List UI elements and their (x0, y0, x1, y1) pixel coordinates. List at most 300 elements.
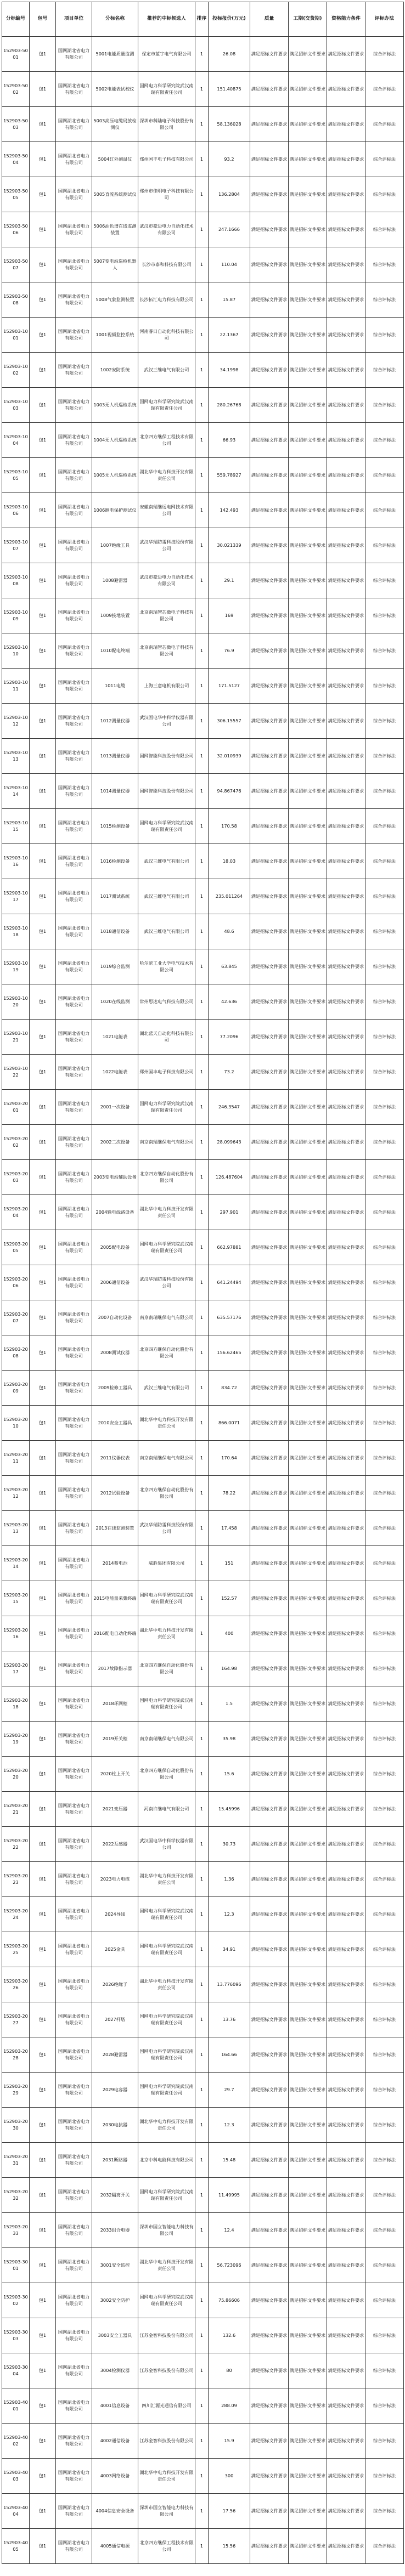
cell-evaluation-method: 综合评标法 (365, 1195, 404, 1230)
cell-project-unit: 国网湖北省电力有限公司 (56, 528, 92, 563)
cell-bid-price: 834.72 (209, 1371, 250, 1406)
cell-qualification: 满足招标文件要求 (327, 984, 365, 1020)
cell-bid-section-code: 152903-4001 (2, 2388, 30, 2424)
table-row (2, 1897, 404, 1932)
cell-ranking: 1 (195, 739, 209, 774)
cell-qualification: 满足招标文件要求 (327, 2424, 365, 2459)
cell-bid-section-code: 152903-2022 (2, 1827, 30, 1862)
cell-qualification: 满足招标文件要求 (327, 598, 365, 633)
cell-evaluation-method: 综合评标法 (365, 2002, 404, 2037)
cell-bid-section-code: 152903-2010 (2, 1406, 30, 1441)
cell-qualification: 满足招标文件要求 (327, 844, 365, 879)
cell-evaluation-method: 综合评标法 (365, 1651, 404, 1686)
cell-qualification: 满足招标文件要求 (327, 1371, 365, 1406)
cell-bid-price: 635.57176 (209, 1300, 250, 1335)
table-row (2, 212, 404, 247)
cell-lot-number: 包1 (30, 2002, 56, 2037)
cell-section-name: 3002安全防护 (92, 2283, 138, 2318)
cell-evaluation-method: 综合评标法 (365, 1230, 404, 1265)
cell-recommended-candidate: 国网电力科学研究院武汉南瑞有限责任公司 (138, 1230, 195, 1265)
column-header-qualification: 资格能力条件 (327, 2, 365, 37)
cell-lot-number: 包1 (30, 1511, 56, 1546)
cell-delivery-period: 满足招标文件要求 (289, 2424, 327, 2459)
cell-bid-price: 17.56 (209, 2494, 250, 2529)
cell-ranking: 1 (195, 1476, 209, 1511)
cell-delivery-period: 满足招标文件要求 (289, 809, 327, 844)
cell-delivery-period: 满足招标文件要求 (289, 1686, 327, 1722)
cell-project-unit: 国网湖北省电力有限公司 (56, 1125, 92, 1160)
table-row (2, 1827, 404, 1862)
cell-ranking: 1 (195, 1827, 209, 1862)
cell-bid-price: 80 (209, 2353, 250, 2388)
cell-quality: 满足招标文件要求 (250, 1757, 289, 1792)
cell-section-name: 1011电缆 (92, 669, 138, 704)
cell-project-unit: 国网湖北省电力有限公司 (56, 1686, 92, 1722)
cell-quality: 满足招标文件要求 (250, 563, 289, 598)
cell-quality: 满足招标文件要求 (250, 2213, 289, 2248)
cell-delivery-period: 满足招标文件要求 (289, 2353, 327, 2388)
cell-quality: 满足招标文件要求 (250, 2388, 289, 2424)
cell-quality: 满足招标文件要求 (250, 879, 289, 914)
cell-lot-number: 包1 (30, 1862, 56, 1897)
cell-project-unit: 国网湖北省电力有限公司 (56, 1581, 92, 1616)
cell-quality: 满足招标文件要求 (250, 142, 289, 177)
table-row (2, 2459, 404, 2494)
cell-section-name: 2002二次设备 (92, 1125, 138, 1160)
cell-bid-section-code: 152903-2029 (2, 2073, 30, 2108)
cell-bid-price: 76.9 (209, 633, 250, 669)
cell-bid-price: 13.776096 (209, 1967, 250, 2002)
cell-project-unit: 国网湖北省电力有限公司 (56, 1722, 92, 1757)
cell-bid-price: 15.56 (209, 2529, 250, 2564)
cell-evaluation-method: 综合评标法 (365, 2073, 404, 2108)
cell-ranking: 1 (195, 353, 209, 388)
table-row (2, 2143, 404, 2178)
cell-lot-number: 包1 (30, 984, 56, 1020)
cell-bid-price: 75.86606 (209, 2283, 250, 2318)
cell-project-unit: 国网湖北省电力有限公司 (56, 1055, 92, 1090)
cell-quality: 满足招标文件要求 (250, 2318, 289, 2353)
cell-quality: 满足招标文件要求 (250, 423, 289, 458)
cell-bid-section-code: 152903-2020 (2, 1757, 30, 1792)
cell-qualification: 满足招标文件要求 (327, 1406, 365, 1441)
cell-recommended-candidate: 北京南瑞智芯微电子科技有限公司 (138, 633, 195, 669)
cell-quality: 满足招标文件要求 (250, 2002, 289, 2037)
cell-recommended-candidate: 郑州市佳明电子科技有限公司 (138, 177, 195, 212)
cell-delivery-period: 满足招标文件要求 (289, 1441, 327, 1476)
cell-qualification: 满足招标文件要求 (327, 2283, 365, 2318)
cell-project-unit: 国网湖北省电力有限公司 (56, 388, 92, 423)
cell-lot-number: 包1 (30, 1476, 56, 1511)
cell-section-name: 1009接地装置 (92, 598, 138, 633)
cell-lot-number: 包1 (30, 2283, 56, 2318)
cell-lot-number: 包1 (30, 1406, 56, 1441)
cell-bid-price: 142.493 (209, 493, 250, 528)
cell-qualification: 满足招标文件要求 (327, 1090, 365, 1125)
cell-ranking: 1 (195, 1616, 209, 1651)
cell-ranking: 1 (195, 704, 209, 739)
cell-project-unit: 国网湖北省电力有限公司 (56, 809, 92, 844)
cell-project-unit: 国网湖北省电力有限公司 (56, 1160, 92, 1195)
cell-section-name: 1010配电终端 (92, 633, 138, 669)
cell-quality: 满足招标文件要求 (250, 177, 289, 212)
cell-quality: 满足招标文件要求 (250, 2037, 289, 2073)
table-row (2, 247, 404, 282)
cell-project-unit: 国网湖北省电力有限公司 (56, 844, 92, 879)
cell-section-name: 1012测量仪器 (92, 704, 138, 739)
cell-evaluation-method: 综合评标法 (365, 247, 404, 282)
cell-lot-number: 包1 (30, 2037, 56, 2073)
cell-ranking: 1 (195, 2002, 209, 2037)
cell-ranking: 1 (195, 388, 209, 423)
cell-lot-number: 包1 (30, 142, 56, 177)
cell-lot-number: 包1 (30, 1546, 56, 1581)
cell-lot-number: 包1 (30, 1160, 56, 1195)
cell-bid-section-code: 152903-2001 (2, 1090, 30, 1125)
cell-quality: 满足招标文件要求 (250, 1125, 289, 1160)
cell-qualification: 满足招标文件要求 (327, 1862, 365, 1897)
cell-section-name: 1015检测设备 (92, 809, 138, 844)
cell-bid-section-code: 152903-2026 (2, 1967, 30, 2002)
cell-quality: 满足招标文件要求 (250, 1406, 289, 1441)
cell-lot-number: 包1 (30, 1371, 56, 1406)
table-row (2, 844, 404, 879)
cell-ranking: 1 (195, 318, 209, 353)
cell-ranking: 1 (195, 458, 209, 493)
cell-delivery-period: 满足招标文件要求 (289, 1862, 327, 1897)
cell-lot-number: 包1 (30, 774, 56, 809)
cell-qualification: 满足招标文件要求 (327, 458, 365, 493)
cell-section-name: 4001信息设备 (92, 2388, 138, 2424)
cell-ranking: 1 (195, 1511, 209, 1546)
table-row (2, 1195, 404, 1230)
cell-bid-section-code: 152903-5004 (2, 142, 30, 177)
cell-delivery-period: 满足招标文件要求 (289, 2143, 327, 2178)
cell-recommended-candidate: 哈尔滨工业大学电气技术有限公司 (138, 949, 195, 984)
cell-delivery-period: 满足招标文件要求 (289, 318, 327, 353)
cell-recommended-candidate: 常州思达电气科技有限公司 (138, 984, 195, 1020)
cell-section-name: 1022电能表 (92, 1055, 138, 1090)
cell-delivery-period: 满足招标文件要求 (289, 914, 327, 949)
cell-ranking: 1 (195, 1265, 209, 1300)
cell-delivery-period: 满足招标文件要求 (289, 563, 327, 598)
cell-qualification: 满足招标文件要求 (327, 142, 365, 177)
cell-bid-section-code: 152903-2023 (2, 1862, 30, 1897)
cell-lot-number: 包1 (30, 844, 56, 879)
cell-delivery-period: 满足招标文件要求 (289, 1125, 327, 1160)
cell-qualification: 满足招标文件要求 (327, 1722, 365, 1757)
cell-bid-section-code: 152903-2009 (2, 1371, 30, 1406)
cell-delivery-period: 满足招标文件要求 (289, 1757, 327, 1792)
cell-ranking: 1 (195, 423, 209, 458)
cell-project-unit: 国网湖北省电力有限公司 (56, 1651, 92, 1686)
cell-section-name: 5008气象监测装置 (92, 282, 138, 318)
cell-evaluation-method: 综合评标法 (365, 37, 404, 72)
cell-project-unit: 国网湖北省电力有限公司 (56, 72, 92, 107)
cell-lot-number: 包1 (30, 1616, 56, 1651)
cell-lot-number: 包1 (30, 458, 56, 493)
cell-quality: 满足招标文件要求 (250, 1230, 289, 1265)
cell-ranking: 1 (195, 212, 209, 247)
cell-recommended-candidate: 武汉国电华中科学仪器有限公司 (138, 1827, 195, 1862)
cell-bid-price: 35.98 (209, 1722, 250, 1757)
cell-recommended-candidate: 武汉三维电气有限公司 (138, 914, 195, 949)
cell-bid-price: 400 (209, 1616, 250, 1651)
cell-recommended-candidate: 国网电力科学研究院武汉南瑞有限责任公司 (138, 2283, 195, 2318)
cell-delivery-period: 满足招标文件要求 (289, 2388, 327, 2424)
cell-qualification: 满足招标文件要求 (327, 1300, 365, 1335)
cell-evaluation-method: 综合评标法 (365, 2248, 404, 2283)
cell-bid-section-code: 152903-2014 (2, 1546, 30, 1581)
table-row (2, 1020, 404, 1055)
cell-evaluation-method: 综合评标法 (365, 1616, 404, 1651)
cell-delivery-period: 满足招标文件要求 (289, 2037, 327, 2073)
cell-project-unit: 国网湖北省电力有限公司 (56, 493, 92, 528)
table-row (2, 1265, 404, 1300)
cell-lot-number: 包1 (30, 598, 56, 633)
cell-recommended-candidate: 郑州国丰电子科技有限公司 (138, 1055, 195, 1090)
cell-quality: 满足招标文件要求 (250, 1160, 289, 1195)
table-row (2, 704, 404, 739)
cell-bid-price: 300 (209, 2459, 250, 2494)
cell-bid-price: 29.7 (209, 2073, 250, 2108)
cell-section-name: 2019开关柜 (92, 1722, 138, 1757)
cell-section-name: 3003安全工器具 (92, 2318, 138, 2353)
table-row (2, 318, 404, 353)
cell-lot-number: 包1 (30, 2073, 56, 2108)
cell-delivery-period: 满足招标文件要求 (289, 1055, 327, 1090)
table-row (2, 1160, 404, 1195)
cell-delivery-period: 满足招标文件要求 (289, 1160, 327, 1195)
cell-lot-number: 包1 (30, 388, 56, 423)
cell-bid-price: 297.901 (209, 1195, 250, 1230)
cell-project-unit: 国网湖北省电力有限公司 (56, 1862, 92, 1897)
cell-bid-section-code: 152903-1004 (2, 423, 30, 458)
cell-project-unit: 国网湖北省电力有限公司 (56, 2529, 92, 2564)
cell-bid-price: 28.099643 (209, 1125, 250, 1160)
table-row (2, 142, 404, 177)
cell-bid-price: 280.26768 (209, 388, 250, 423)
cell-ranking: 1 (195, 1967, 209, 2002)
cell-project-unit: 国网湖北省电力有限公司 (56, 177, 92, 212)
cell-qualification: 满足招标文件要求 (327, 879, 365, 914)
cell-bid-section-code: 152903-2028 (2, 2037, 30, 2073)
cell-delivery-period: 满足招标文件要求 (289, 423, 327, 458)
cell-section-name: 2021变压器 (92, 1792, 138, 1827)
cell-lot-number: 包1 (30, 1581, 56, 1616)
cell-lot-number: 包1 (30, 914, 56, 949)
cell-evaluation-method: 综合评标法 (365, 1827, 404, 1862)
cell-bid-section-code: 152903-2006 (2, 1265, 30, 1300)
cell-quality: 满足招标文件要求 (250, 1686, 289, 1722)
table-header (2, 2, 404, 37)
cell-lot-number: 包1 (30, 633, 56, 669)
cell-bid-price: 30.73 (209, 1827, 250, 1862)
cell-delivery-period: 满足招标文件要求 (289, 598, 327, 633)
cell-bid-price: 235.011264 (209, 879, 250, 914)
cell-quality: 满足招标文件要求 (250, 1932, 289, 1967)
cell-bid-price: 12.3 (209, 1897, 250, 1932)
cell-bid-section-code: 152903-1002 (2, 353, 30, 388)
cell-bid-section-code: 152903-1021 (2, 1020, 30, 1055)
cell-quality: 满足招标文件要求 (250, 318, 289, 353)
cell-section-name: 1016检测设备 (92, 844, 138, 879)
cell-delivery-period: 满足招标文件要求 (289, 493, 327, 528)
cell-qualification: 满足招标文件要求 (327, 1441, 365, 1476)
table-row (2, 984, 404, 1020)
cell-ranking: 1 (195, 2318, 209, 2353)
cell-project-unit: 国网湖北省电力有限公司 (56, 423, 92, 458)
cell-lot-number: 包1 (30, 212, 56, 247)
cell-lot-number: 包1 (30, 2388, 56, 2424)
cell-evaluation-method: 综合评标法 (365, 1406, 404, 1441)
cell-quality: 满足招标文件要求 (250, 2459, 289, 2494)
cell-evaluation-method: 综合评标法 (365, 1300, 404, 1335)
cell-ranking: 1 (195, 1090, 209, 1125)
cell-ranking: 1 (195, 1230, 209, 1265)
cell-section-name: 2025金具 (92, 1932, 138, 1967)
cell-quality: 满足招标文件要求 (250, 669, 289, 704)
cell-ranking: 1 (195, 1441, 209, 1476)
cell-project-unit: 国网湖北省电力有限公司 (56, 1195, 92, 1230)
cell-lot-number: 包1 (30, 1967, 56, 2002)
cell-lot-number: 包1 (30, 669, 56, 704)
cell-delivery-period: 满足招标文件要求 (289, 2248, 327, 2283)
cell-recommended-candidate: 上海三意电机有限公司 (138, 669, 195, 704)
cell-delivery-period: 满足招标文件要求 (289, 1300, 327, 1335)
cell-ranking: 1 (195, 2494, 209, 2529)
cell-bid-price: 29.1 (209, 563, 250, 598)
cell-recommended-candidate: 国网电力科学研究院武汉南瑞有限责任公司 (138, 1686, 195, 1722)
cell-ranking: 1 (195, 107, 209, 142)
cell-evaluation-method: 综合评标法 (365, 844, 404, 879)
cell-recommended-candidate: 武汉市豪迈电力自动化技术有限公司 (138, 563, 195, 598)
cell-bid-price: 32.010939 (209, 739, 250, 774)
cell-recommended-candidate: 国网电力科学研究院武汉南瑞有限责任公司 (138, 1932, 195, 1967)
cell-lot-number: 包1 (30, 1932, 56, 1967)
cell-delivery-period: 满足招标文件要求 (289, 879, 327, 914)
cell-delivery-period: 满足招标文件要求 (289, 1020, 327, 1055)
cell-recommended-candidate: 长沙市泰和科技有限公司 (138, 247, 195, 282)
cell-ranking: 1 (195, 37, 209, 72)
table-row (2, 1792, 404, 1827)
cell-lot-number: 包1 (30, 2248, 56, 2283)
cell-ranking: 1 (195, 1792, 209, 1827)
cell-bid-section-code: 152903-1020 (2, 984, 30, 1020)
cell-section-name: 2026绝缘子 (92, 1967, 138, 2002)
cell-quality: 满足招标文件要求 (250, 247, 289, 282)
cell-section-name: 2005配电设备 (92, 1230, 138, 1265)
cell-bid-price: 15.87 (209, 282, 250, 318)
cell-ranking: 1 (195, 1055, 209, 1090)
column-header-evaluation-method: 评标办法 (365, 2, 404, 37)
cell-qualification: 满足招标文件要求 (327, 1546, 365, 1581)
cell-project-unit: 国网湖北省电力有限公司 (56, 984, 92, 1020)
cell-delivery-period: 满足招标文件要求 (289, 2073, 327, 2108)
cell-delivery-period: 满足招标文件要求 (289, 1932, 327, 1967)
cell-recommended-candidate: 南京南瑞继保电气有限公司 (138, 1441, 195, 1476)
cell-project-unit: 国网湖北省电力有限公司 (56, 2213, 92, 2248)
cell-delivery-period: 满足招标文件要求 (289, 2213, 327, 2248)
cell-section-name: 1007绝缘工具 (92, 528, 138, 563)
cell-evaluation-method: 综合评标法 (365, 72, 404, 107)
cell-section-name: 2011仪器仪表 (92, 1441, 138, 1476)
cell-evaluation-method: 综合评标法 (365, 388, 404, 423)
cell-lot-number: 包1 (30, 949, 56, 984)
cell-project-unit: 国网湖北省电力有限公司 (56, 774, 92, 809)
cell-qualification: 满足招标文件要求 (327, 1932, 365, 1967)
cell-lot-number: 包1 (30, 1441, 56, 1476)
cell-quality: 满足招标文件要求 (250, 1862, 289, 1897)
cell-project-unit: 国网湖北省电力有限公司 (56, 914, 92, 949)
cell-bid-section-code: 152903-5002 (2, 72, 30, 107)
cell-evaluation-method: 综合评标法 (365, 2213, 404, 2248)
cell-recommended-candidate: 国网电力科学研究院武汉南瑞有限责任公司 (138, 72, 195, 107)
cell-bid-section-code: 152903-2005 (2, 1230, 30, 1265)
cell-bid-price: 306.15557 (209, 704, 250, 739)
cell-qualification: 满足招标文件要求 (327, 809, 365, 844)
cell-delivery-period: 满足招标文件要求 (289, 282, 327, 318)
cell-bid-section-code: 152903-3004 (2, 2353, 30, 2388)
cell-bid-section-code: 152903-2003 (2, 1160, 30, 1195)
cell-evaluation-method: 综合评标法 (365, 774, 404, 809)
cell-delivery-period: 满足招标文件要求 (289, 1967, 327, 2002)
cell-ranking: 1 (195, 2388, 209, 2424)
cell-recommended-candidate: 国网电力科学研究院武汉南瑞有限责任公司 (138, 1897, 195, 1932)
cell-qualification: 满足招标文件要求 (327, 212, 365, 247)
cell-delivery-period: 满足招标文件要求 (289, 72, 327, 107)
cell-ranking: 1 (195, 949, 209, 984)
cell-bid-price: 132.6 (209, 2318, 250, 2353)
cell-bid-price: 26.08 (209, 37, 250, 72)
cell-bid-section-code: 152903-2011 (2, 1441, 30, 1476)
table-row (2, 2353, 404, 2388)
table-row (2, 1230, 404, 1265)
cell-section-name: 5004红外测温仪 (92, 142, 138, 177)
cell-ranking: 1 (195, 2108, 209, 2143)
cell-quality: 满足招标文件要求 (250, 1827, 289, 1862)
cell-section-name: 2013在线监测装置 (92, 1511, 138, 1546)
cell-bid-price: 12.4 (209, 2213, 250, 2248)
cell-section-name: 1019综合监测 (92, 949, 138, 984)
cell-evaluation-method: 综合评标法 (365, 107, 404, 142)
cell-project-unit: 国网湖北省电力有限公司 (56, 949, 92, 984)
cell-project-unit: 国网湖北省电力有限公司 (56, 318, 92, 353)
cell-recommended-candidate: 武汉华瑞防雷科技股份有限公司 (138, 1511, 195, 1546)
cell-ranking: 1 (195, 669, 209, 704)
cell-lot-number: 包1 (30, 2353, 56, 2388)
table-row (2, 493, 404, 528)
cell-evaluation-method: 综合评标法 (365, 2459, 404, 2494)
cell-lot-number: 包1 (30, 107, 56, 142)
column-header-recommended-candidate: 推荐的中标候选人 (138, 2, 195, 37)
cell-bid-price: 18.03 (209, 844, 250, 879)
cell-qualification: 满足招标文件要求 (327, 1686, 365, 1722)
cell-ranking: 1 (195, 1195, 209, 1230)
cell-lot-number: 包1 (30, 563, 56, 598)
cell-evaluation-method: 综合评标法 (365, 2178, 404, 2213)
cell-recommended-candidate: 湖北蓝天自动化科技有限公司 (138, 1020, 195, 1055)
cell-bid-price: 13.76 (209, 2002, 250, 2037)
cell-lot-number: 包1 (30, 2494, 56, 2529)
cell-ranking: 1 (195, 1160, 209, 1195)
cell-lot-number: 包1 (30, 1757, 56, 1792)
table-row (2, 1511, 404, 1546)
cell-lot-number: 包1 (30, 493, 56, 528)
cell-project-unit: 国网湖北省电力有限公司 (56, 458, 92, 493)
cell-bid-section-code: 152903-1005 (2, 458, 30, 493)
cell-delivery-period: 满足招标文件要求 (289, 458, 327, 493)
